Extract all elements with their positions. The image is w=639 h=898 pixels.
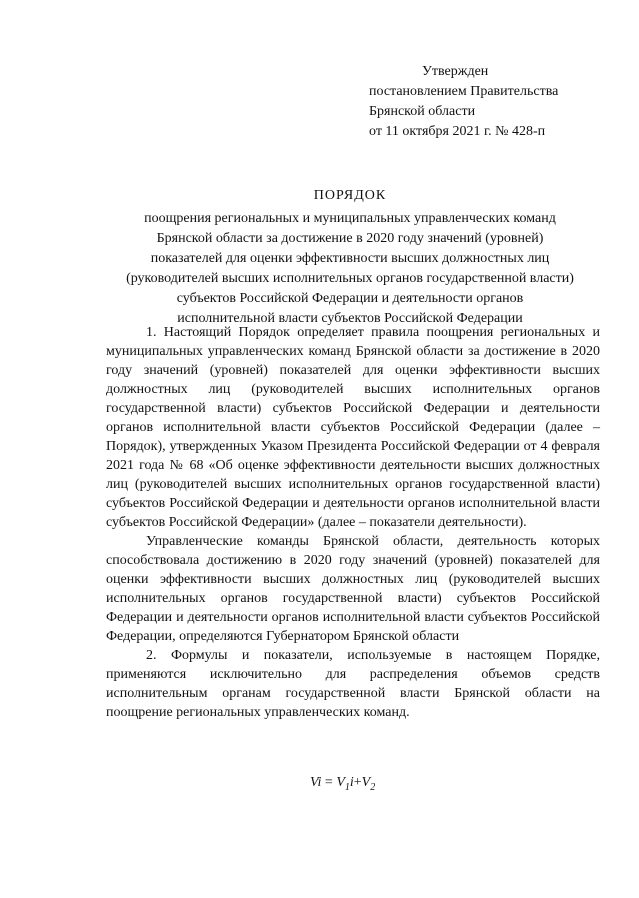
formula-term: i [349, 775, 354, 790]
approval-line: Утвержден [422, 64, 489, 79]
title-line: (руководителей высших исполнительных органов государственной власти) [126, 271, 574, 286]
approval-line: Брянской области [369, 104, 476, 119]
formula-subscript: 1 [344, 781, 350, 793]
title-line: исполнительной власти субъектов Российской Федерации [177, 311, 523, 326]
document-body [106, 323, 600, 722]
paragraph: Управленческие команды Брянской области, деятельность которых способствовала достижению в 2020 году значений (уровней) показателей для оценки эффективности высших должностных лиц (руководителей высших исполнительных органов государственной власти) субъектов Российской Федерации и деятельности органов исполнительной власти субъектов Российской Федерации, определяются Губернатором Брянской области [106, 534, 600, 644]
title-line: поощрения региональных и муниципальных управленческих команд [144, 211, 556, 226]
document-title: ПОРЯДОК [313, 188, 387, 203]
title-line: показателей для оценки эффективности высших должностных лиц [150, 251, 550, 266]
approval-stamp [369, 62, 619, 142]
approval-date: от 11 октября 2021 г. № 428-п [369, 124, 546, 139]
document-title-block [100, 186, 600, 329]
formula-subscript: 2 [370, 781, 376, 793]
paragraph: 1. Настоящий Порядок определяет правила поощрения региональных и муниципальных управленческих команд Брянской области за достижение в 2020 году значений (уровней) показателей для оценки эффективности высших должностных лиц (руководителей высших исполнительных органов государственной власти) субъектов Российской Федерации и деятельности органов исполнительной власти субъектов Российской Федерации (далее – Порядок), утвержденных Указом Президента Российской Федерации от 4 февраля 2021 года № 68 «Об оценке эффективности деятельности высших должностных лиц (руководителей высших исполнительных органов государственной власти) субъектов Российской Федерации и деятельности органов исполнительной власти субъектов Российской Федерации» (далее – показатели деятельности). [106, 325, 600, 530]
paragraph: 2. Формулы и показатели, используемые в настоящем Порядке, применяются исключительно для распределения объемов средств исполнительным органам государственной власти Брянской области на поощрение региональных управленческих команд. [106, 648, 600, 720]
formula-term: V [336, 775, 345, 790]
title-line: Брянской области за достижение в 2020 году значений (уровней) [156, 231, 544, 246]
formula-term: V [361, 775, 371, 790]
approval-line: постановлением Правительства [369, 84, 559, 99]
formula [310, 773, 375, 798]
title-line: субъектов Российской Федерации и деятельности органов [176, 291, 524, 306]
formula-plus: + [353, 775, 362, 790]
formula-equals: = [321, 775, 337, 790]
formula-result: Vi [310, 775, 322, 790]
